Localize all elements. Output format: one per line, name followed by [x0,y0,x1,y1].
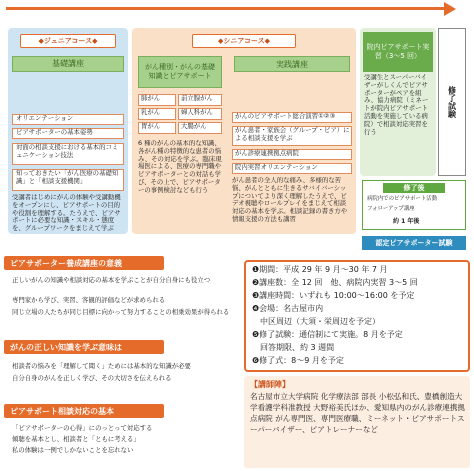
lecturers-text: 名古屋市立大学病院 化学療法部 部長 小松弘和氏、豊橋創造大学看護学科准教授 大野裕美氏ほか、愛知県内のがん診療連携拠点病院 がん専門医、専門医療職、ミーネット・ピアサポートスーパーバイザー、ピアトレーナーなど [250,392,466,434]
section-item: 自分自身のがんを正しく学び、その大切さを伝えられる [12,374,172,382]
schedule-item: 回答期限、約 3 週間 [252,343,335,352]
schedule-box [244,260,470,372]
hospital-description: 受講生とスーパーバイザーがしくんでピアサポーターがペアを組み、協力病院（ミネートが院内ピアサポート活動を実施している病院）で相談対応実習を行う [364,74,429,136]
hospital-practicum [360,28,436,176]
cancer-item: 大腸がん [178,122,222,134]
junior-item: オリエンテーション [12,114,124,125]
senior-col1-title: がん種別・がんの基礎知識とピアサポート [138,56,222,88]
section-title: がんの正しい知識を学ぶ意味は [4,340,164,354]
completion-label: 修了後 [383,183,445,193]
schedule-item: ❷講座数：全 12 回 他、病院内実習 3〜5 回 [252,278,418,287]
section-significance [4,256,236,336]
cancer-item: 前立腺がん [178,94,222,106]
section-item: 私の体験は一例でしかないことを忘れない [12,446,134,454]
section-item: 同じ立場の人たちが同じ目標に向かって努力することの相乗効果が得られる [12,308,230,316]
senior-col1-description: 6 種のがんの基本的な知識、各がん種の特徴的な患者の悩み、その対応を学ぶ。臨床現場医による、医療の専門職やピアサポーターとの対話も学び、その上で、ピアサポーターの事例検討なども行う [138,140,222,194]
final-exam-label: 修了試験 [447,86,457,118]
senior-course [132,28,356,234]
schedule-item: ❺修了試験：通信制にて実施。8 月を予定 [252,330,403,339]
section-item: 専門家から学び、実習、客観的評価などが求められる [12,296,166,304]
section-knowledge [4,340,236,396]
junior-basic-title: 基礎講座 [12,56,124,72]
section-item: 「ピアサポーターの心得」にのっとって対応する [12,424,153,432]
completion-years: 約 1 年後 [393,218,420,225]
schedule-item: ❹会場：名古屋市内 [252,304,324,313]
schedule-item: ❶期間：平成 29 年 9 月〜30 年 7 月 [252,265,388,274]
certification-exam: 認定ピアサポーター試験 [362,236,466,250]
practice-item: がん患者・家族会（グループ・ピア）による相談支援を学ぶ [232,126,352,146]
junior-course [8,28,128,234]
section-basics [4,404,236,468]
cancer-item: 乳がん [138,108,176,120]
top-arrow [6,5,458,13]
hospital-header: 院内ピアサポート実習（3〜5 回） [363,32,433,72]
schedule-item: ❻修了式：8〜9 月を予定 [252,356,344,365]
section-item: 傾聴を基本とし、相談者と「ともに考える」 [12,435,140,443]
section-item: 正しいがんの知識や相談対応の基本を学ぶことが自分自身にも役立つ [12,276,211,284]
section-item: 相談者の悩みを「理解して聞く」ためには基本的な知識が必要 [12,362,191,370]
senior-col2-title: 実践講座 [234,56,350,72]
cancer-item: 胃がん [138,122,176,134]
lecturers-box [244,376,470,468]
section-title: ピアサポート相談対応の基本 [4,404,164,418]
cancer-item: 婦人科がん [178,108,222,120]
final-exam [438,28,466,176]
junior-header: ◆ジュニアコース◆ [20,34,116,48]
senior-header: ◆シニアコース◆ [192,34,296,48]
cancer-item: 肺がん [138,94,176,106]
senior-col2-description: がん患者の全人的な痛み、多様的な苦悩、がんとともに生きるサバイバーシップについてより深く理解したうえで、ビデオ視聴やロールプレイをまじえて相談対応の基本を学ぶ。相談記録の書き方や情報支援の方法も講習 [232,177,348,224]
completion-box [362,180,466,230]
completion-item: フォローアップ講座 [367,206,415,212]
schedule-item: 中区周辺（大須・栄周辺を予定） [252,317,380,326]
completion-item: 病院内でのピアサポート活動 [367,196,438,202]
practice-item: がん診療連携拠点病院 [232,149,352,160]
practice-item: 院内実習オリエンテーション [232,163,352,174]
junior-item: 対面の相談支援における基本的コミュニケーション技法 [12,143,124,165]
section-title: ピアサポーター養成講座の意義 [4,256,164,270]
practice-item: がんのピアサポート総合演習①②③ [232,112,352,123]
junior-description: 受講者はじめにがんの体験や受講動機をオープンにし、ピアサポートの目的や役割を理解する。たうえで、ピアサポートに必要な知識・スキル・態度を、グループワークをまじえて学ぶ [12,194,121,232]
junior-item: 知っておきたい「がん医療の基礎知識」と「相談支援機関」 [12,169,124,191]
lecturers-title: 【講師陣】 [250,380,290,389]
schedule-item: ❸講座時間：いずれも 10:00〜16:00 を予定 [252,291,415,300]
junior-item: ピアサポーターの基本姿勢 [12,128,124,139]
